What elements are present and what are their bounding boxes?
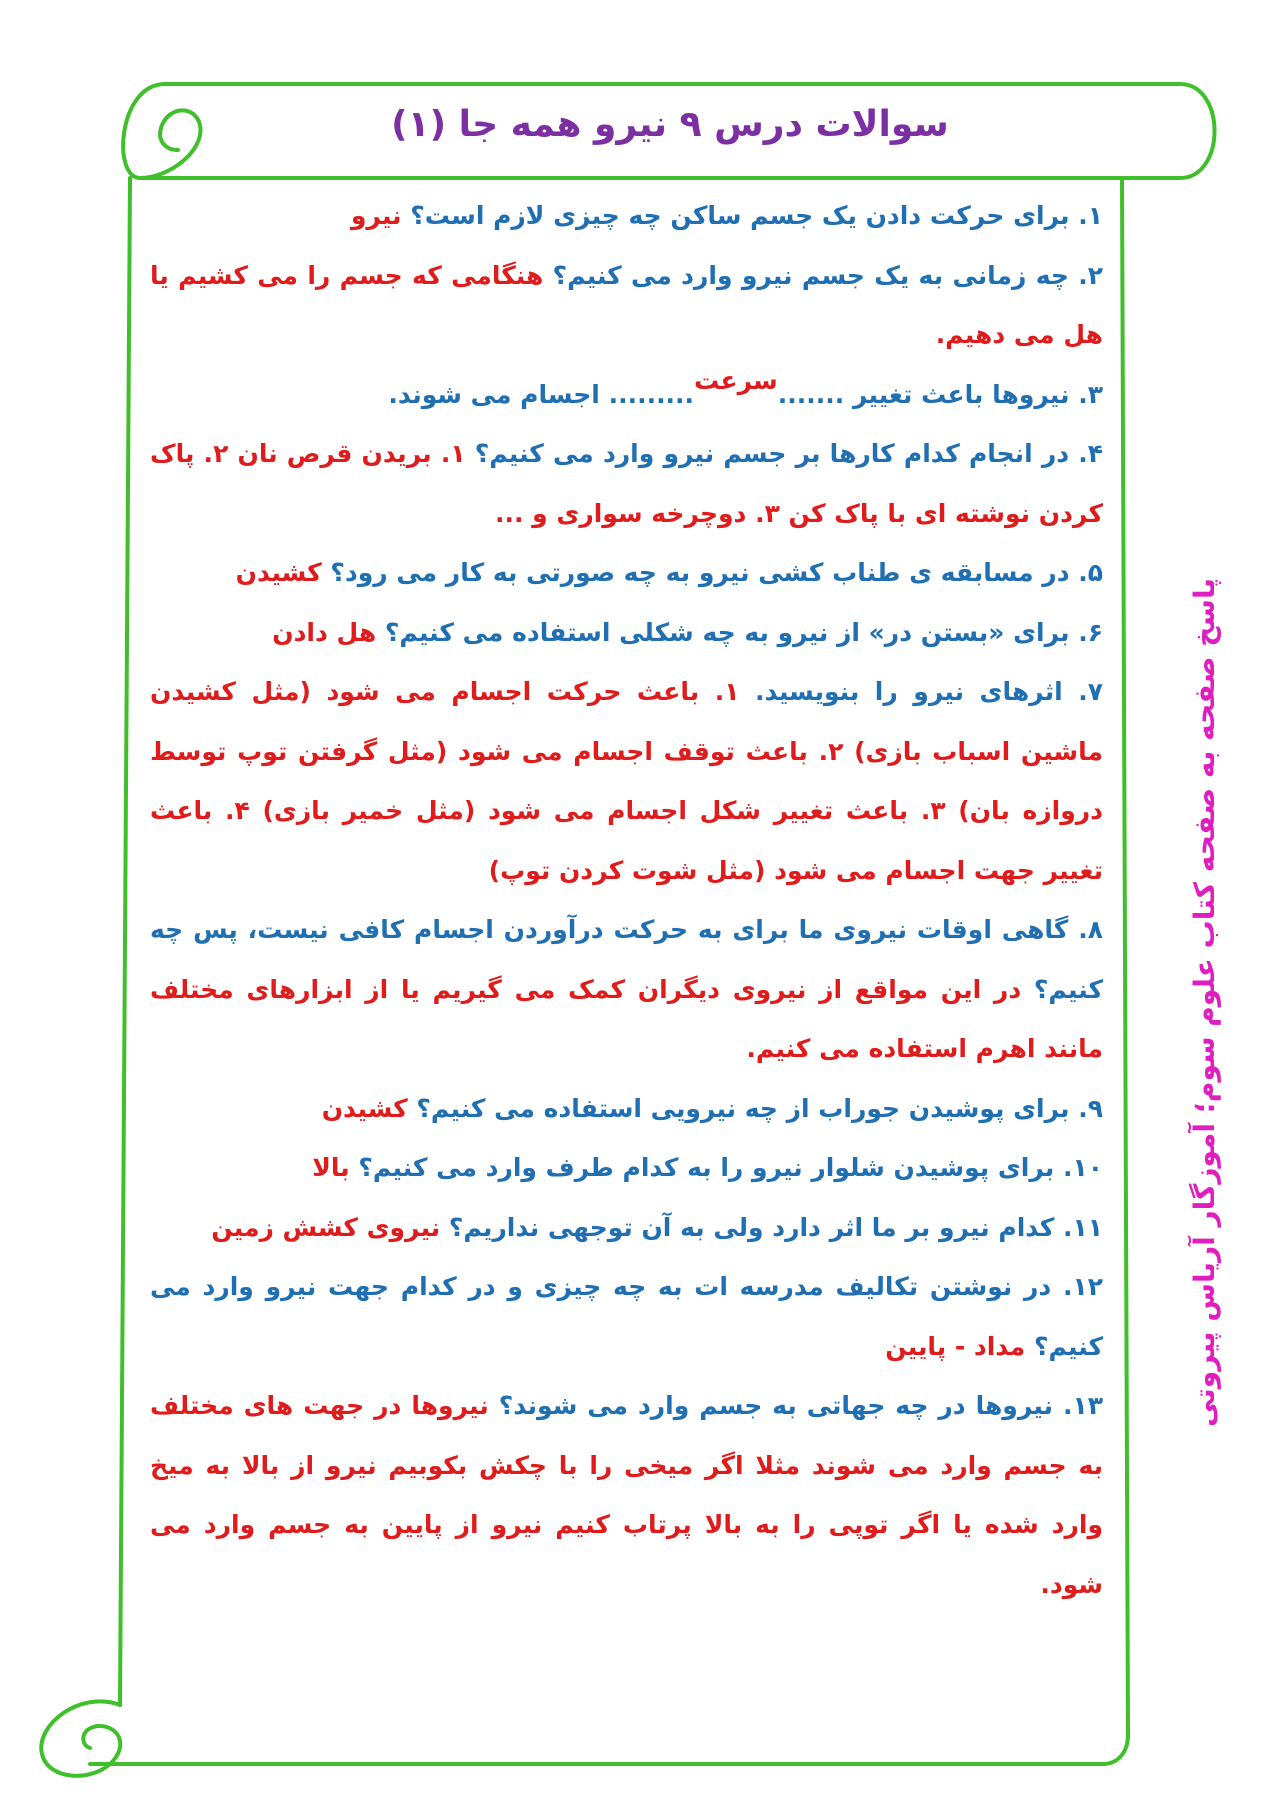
page-right-edge [1103,178,1128,1764]
answer-text: نیروی کشش زمین [211,1212,441,1242]
qa-list [150,186,1103,1614]
answer-text: هل دادن [272,617,377,647]
top-curl [123,84,200,178]
question-text-before: ۳. نیروها باعث تغییر ....... [777,379,1103,409]
question-text: ۴. در انجام کدام کارها بر جسم نیرو وارد می کنیم؟ [474,439,1103,468]
answer-text: کشیدن [235,558,322,587]
question-text: ۱۱. کدام نیرو بر ما اثر دارد ولی به آن توجهی نداریم؟ [448,1212,1103,1242]
qa-item-9 [150,1079,1103,1139]
qa-item-1 [150,186,1103,246]
qa-item-3 [150,365,1103,425]
qa-item-7 [150,662,1103,900]
qa-item-5 [150,543,1103,603]
page-left-edge [120,178,130,1705]
answer-text: نیروها در جهت های مختلف به جسم وارد می شوند مثلا اگر میخی را با چکش بکوبیم نیرو از بالا به میخ وارد شده یا اگر توپی را به بالا پرتاب کنیم نیرو از پایین به جسم وارد می شود. [150,1391,1103,1599]
side-credit-note: پاسخ صفحه به صفحه کتاب علوم سوم؛ آموزگار آریاس پیروتی [1188,578,1221,1428]
question-text-after: ......... اجسام می شوند. [388,379,695,409]
answer-text: ۱. بریدن قرص نان ۲. پاک کردن نوشته ای با پاک کن ۳. دوچرخه سواری و ... [150,439,1103,528]
answer-text: بالا [312,1153,350,1182]
qa-item-13 [150,1376,1103,1614]
qa-item-12 [150,1257,1103,1376]
page-title: سوالات درس ۹ نیرو همه جا (۱) [391,104,949,145]
qa-item-8 [150,900,1103,1079]
answer-text: نیرو [350,201,402,230]
question-text: ۹. برای پوشیدن جوراب از چه نیرویی استفاده می کنیم؟ [416,1093,1103,1123]
qa-item-10 [150,1138,1103,1198]
fill-in-answer: سرعت [694,365,778,395]
question-text: ۲. چه زمانی به یک جسم نیرو وارد می کنیم؟ [552,260,1103,290]
qa-item-4 [150,424,1103,543]
question-text: ۸. گاهی اوقات نیروی ما برای به حرکت درآوردن اجسام کافی نیست، پس چه کنیم؟ [150,915,1103,1004]
answer-text: کشیدن [321,1093,408,1123]
question-text: ۱۳. نیروها در چه جهاتی به جسم وارد می شوند؟ [498,1391,1103,1420]
answer-text: در این مواقع از نیروی دیگران کمک می گیریم یا از ابزارهای مختلف مانند اهرم استفاده می کنیم. [150,974,1103,1063]
question-text: ۶. برای «بستن در» از نیرو به چه شکلی استفاده می کنیم؟ [384,617,1103,647]
question-text: ۷. اثرهای نیرو را بنویسید. [755,677,1103,706]
question-text: ۱۰. برای پوشیدن شلوار نیرو را به کدام طرف وارد می کنیم؟ [358,1153,1103,1182]
qa-item-2 [150,246,1103,365]
bottom-curl [41,1701,120,1775]
qa-item-11 [150,1198,1103,1258]
question-text: ۱. برای حرکت دادن یک جسم ساکن چه چیزی لازم است؟ [410,201,1103,230]
question-text: ۱۲. در نوشتن تکالیف مدرسه ات به چه چیزی و در کدام جهت نیرو وارد می کنیم؟ [150,1272,1103,1361]
answer-text: مداد - پایین [885,1331,1026,1361]
question-text: ۵. در مسابقه ی طناب کشی نیرو به چه صورتی به کار می رود؟ [330,558,1103,587]
qa-item-6 [150,603,1103,663]
answer-text: هنگامی که جسم را می کشیم یا هل می دهیم. [150,260,1103,349]
answer-text: ۱. باعث حرکت اجسام می شود (مثل کشیدن ماشین اسباب بازی) ۲. باعث توقف اجسام می شود (مثل گرفتن توپ توسط دروازه بان) ۳. باعث تغییر شکل اجسام می شود (مثل خمیر بازی) ۴. باعث تغییر جهت اجسام می شود (مثل شوت کردن توپ) [150,677,1104,885]
